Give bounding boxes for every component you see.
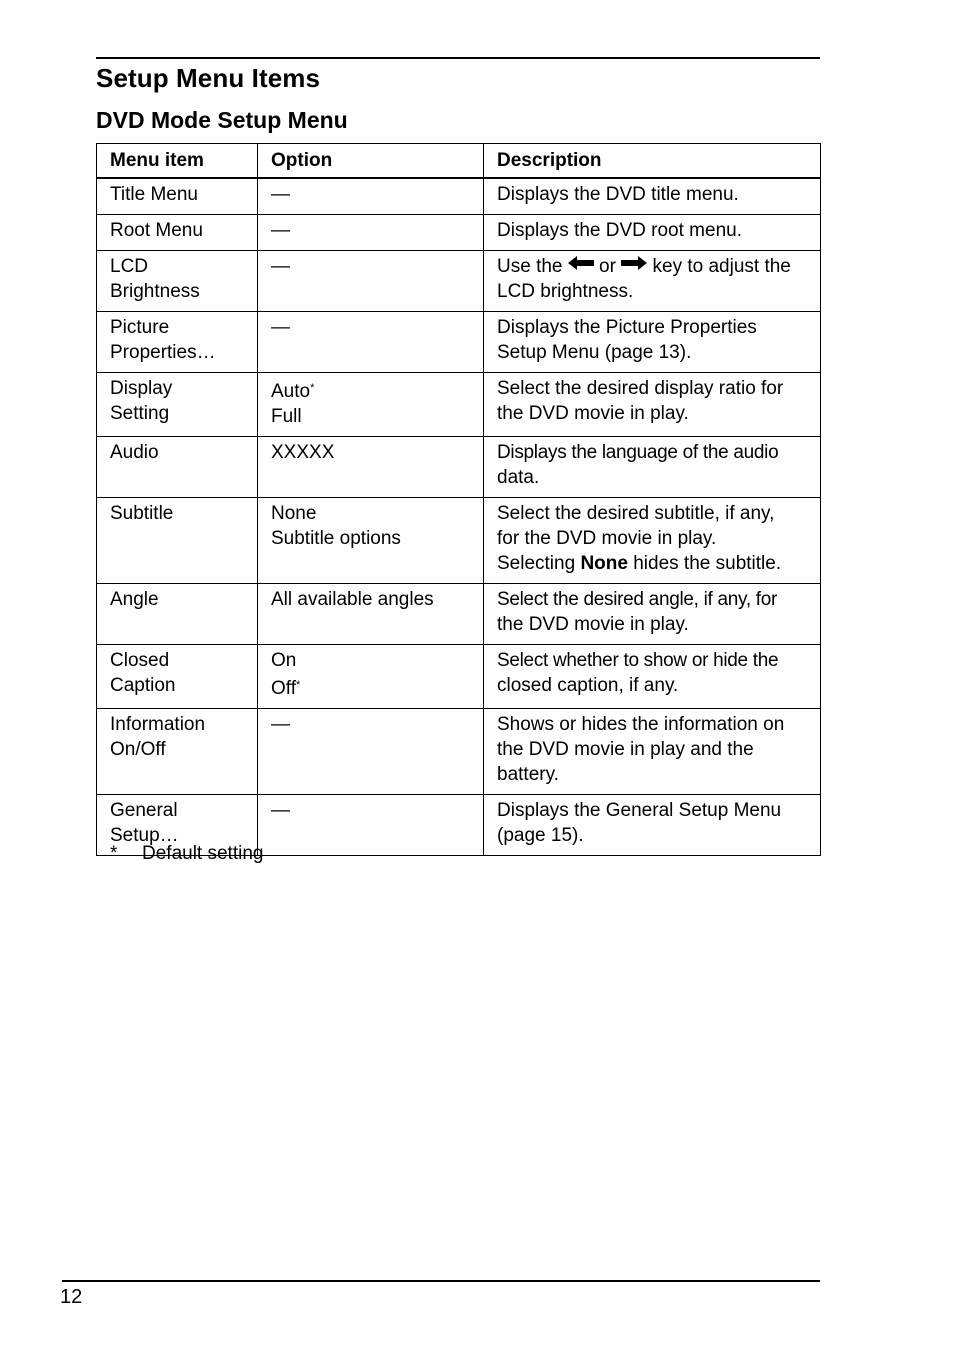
menu-item-text: Display <box>110 378 173 400</box>
description-text <box>497 254 812 279</box>
menu-item-text: Caption <box>110 675 176 697</box>
table-row <box>97 498 821 584</box>
right-arrow-icon <box>621 252 647 277</box>
menu-item-cell <box>97 373 258 437</box>
table-row <box>97 437 821 498</box>
option-text: — <box>271 317 290 339</box>
description-cell <box>484 498 821 584</box>
description-fragment: key to adjust the <box>652 256 791 277</box>
menu-item-text: Audio <box>110 442 159 464</box>
section-title: DVD Mode Setup Menu <box>96 107 348 133</box>
top-rule <box>96 57 820 59</box>
menu-item-cell <box>97 584 258 645</box>
description-cell <box>484 437 821 498</box>
menu-item-text: Angle <box>110 589 159 611</box>
description-text: the DVD movie in play. <box>497 403 689 425</box>
description-text: the DVD movie in play and the <box>497 739 754 761</box>
option-cell <box>258 645 484 709</box>
description-fragment: or <box>599 256 616 277</box>
option-text <box>271 676 475 701</box>
description-cell <box>484 645 821 709</box>
setup-menu-table <box>96 143 821 856</box>
table-header-row <box>97 144 821 179</box>
menu-item-cell <box>97 178 258 215</box>
description-fragment: Selecting <box>497 553 576 575</box>
description-cell <box>484 709 821 795</box>
option-text: — <box>271 256 290 277</box>
menu-item-cell <box>97 645 258 709</box>
description-text: Select the desired subtitle, if any, <box>497 503 775 525</box>
description-text: data. <box>497 467 540 489</box>
table-row <box>97 645 821 709</box>
table-row <box>97 178 821 215</box>
option-cell <box>258 312 484 373</box>
option-text: — <box>271 184 290 205</box>
header-option: Option <box>258 144 484 179</box>
description-text: LCD brightness. <box>497 281 634 303</box>
menu-item-cell <box>97 498 258 584</box>
menu-item-text: Closed <box>110 650 170 672</box>
left-arrow-icon <box>568 252 594 277</box>
description-cell <box>484 312 821 373</box>
description-text: Displays the Picture Properties <box>497 317 757 339</box>
description-cell <box>484 215 821 251</box>
table-row <box>97 312 821 373</box>
menu-item-cell <box>97 312 258 373</box>
header-menu-item: Menu item <box>97 144 258 179</box>
default-marker: * <box>296 679 301 692</box>
option-cell <box>258 251 484 312</box>
description-fragment: hides the subtitle. <box>633 553 782 575</box>
menu-item-text: Information <box>110 714 206 736</box>
description-text: (page 15). <box>497 825 584 847</box>
description-text: for the DVD movie in play. <box>497 528 717 550</box>
description-cell <box>484 251 821 312</box>
menu-item-text: Subtitle <box>110 503 174 525</box>
description-keyword: None <box>580 553 628 575</box>
menu-item-text: Setting <box>110 403 170 425</box>
description-text: Displays the language of the audio <box>497 442 779 464</box>
option-text: Full <box>271 406 302 428</box>
description-cell <box>484 178 821 215</box>
option-text: None <box>271 503 317 525</box>
option-cell <box>258 437 484 498</box>
page-number: 12 <box>60 1286 83 1308</box>
option-text: — <box>271 220 290 241</box>
option-label: Off <box>271 678 296 700</box>
table-row <box>97 251 821 312</box>
description-text: Displays the DVD title menu. <box>497 184 739 205</box>
option-cell <box>258 795 484 856</box>
menu-item-text: Root Menu <box>110 220 203 241</box>
description-text: closed caption, if any. <box>497 675 679 697</box>
menu-item-text: LCD <box>110 256 149 277</box>
description-cell <box>484 795 821 856</box>
menu-item-cell <box>97 437 258 498</box>
description-cell <box>484 584 821 645</box>
bottom-rule <box>62 1280 820 1282</box>
menu-item-text: Properties… <box>110 342 216 364</box>
option-text: Subtitle options <box>271 528 401 550</box>
description-text <box>497 551 812 576</box>
description-cell <box>484 373 821 437</box>
table-row <box>97 709 821 795</box>
menu-item-text: On/Off <box>110 739 166 761</box>
option-text: XXXXX <box>271 442 335 464</box>
menu-item-cell <box>97 215 258 251</box>
menu-item-cell <box>97 251 258 312</box>
option-text: — <box>271 714 290 736</box>
description-text: Shows or hides the information on <box>497 714 785 736</box>
description-text: the DVD movie in play. <box>497 614 689 636</box>
option-cell <box>258 373 484 437</box>
page-title: Setup Menu Items <box>96 63 321 93</box>
menu-item-text: Title Menu <box>110 184 198 205</box>
menu-item-text: Picture <box>110 317 170 339</box>
option-cell <box>258 215 484 251</box>
menu-item-text: Setup… <box>110 825 179 847</box>
footnote <box>110 843 263 865</box>
description-text: Select whether to show or hide the <box>497 650 779 672</box>
menu-item-cell <box>97 709 258 795</box>
description-text: battery. <box>497 764 559 786</box>
option-text: — <box>271 800 290 822</box>
menu-item-text: Brightness <box>110 281 200 302</box>
option-text <box>271 379 475 404</box>
table-row <box>97 373 821 437</box>
description-fragment: Use the <box>497 256 563 277</box>
option-text: All available angles <box>271 589 434 611</box>
description-text: Displays the General Setup Menu <box>497 800 782 822</box>
option-text: On <box>271 650 297 672</box>
option-cell <box>258 709 484 795</box>
table-row <box>97 584 821 645</box>
description-text: Select the desired display ratio for <box>497 378 784 400</box>
footnote-marker: * <box>110 843 118 864</box>
description-text: Setup Menu (page 13). <box>497 342 692 364</box>
header-description: Description <box>484 144 821 179</box>
option-cell <box>258 498 484 584</box>
footnote-text: Default setting <box>142 843 264 864</box>
option-cell <box>258 584 484 645</box>
description-text: Displays the DVD root menu. <box>497 220 742 241</box>
default-marker: * <box>310 382 315 395</box>
description-text: Select the desired angle, if any, for <box>497 589 778 611</box>
table-row <box>97 215 821 251</box>
option-label: Auto <box>271 381 311 403</box>
menu-item-text: General <box>110 800 178 822</box>
option-cell <box>258 178 484 215</box>
